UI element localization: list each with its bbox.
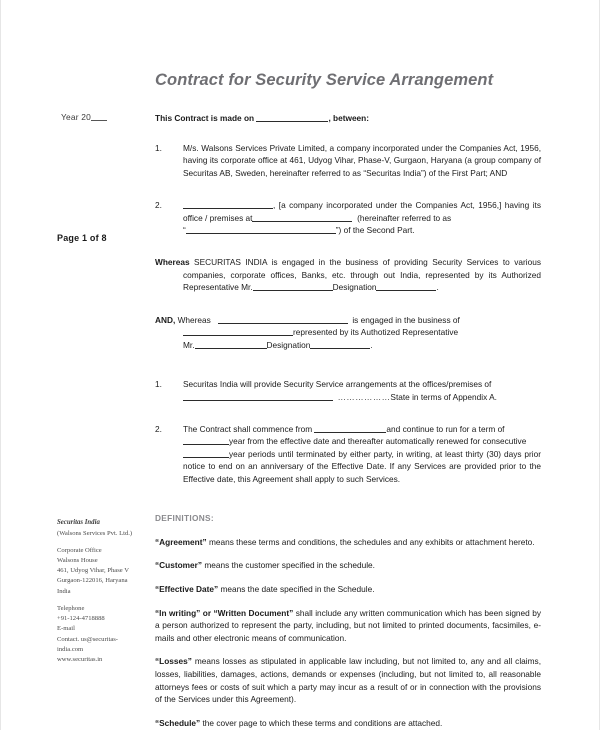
company-contact-lines — [57, 604, 161, 665]
party-name-blank — [218, 316, 348, 324]
contact-email-line: Contact. us@securitas- — [57, 635, 119, 643]
party-alias-blank — [186, 226, 336, 234]
address-line: India — [57, 587, 71, 595]
company-name: Securitas India — [57, 519, 100, 526]
company-legal-name: (Walsons Services Pvt. Ltd.) — [57, 529, 133, 537]
intro-text-before: This Contract is made on — [155, 113, 255, 123]
definition-text: shall include any written communication which has been signed by a person authorized to represent the party, including, but not limited to printed documents, facsimiles, e-mails and other electronic means of communication. — [155, 607, 541, 643]
definitions-heading: DEFINITIONS: — [155, 513, 214, 524]
clause-text-seg1: The Contract shall commence from — [183, 423, 313, 434]
year-label-text: Year 20 — [61, 112, 91, 122]
commencement-date-blank — [314, 425, 386, 433]
designation-label: Designation — [332, 282, 377, 293]
company-address-block — [57, 518, 161, 665]
spacer — [155, 413, 541, 423]
party-text-seg1: , [a company incorporated under the Companies Act, 1956,] having its office / premises at — [183, 199, 541, 223]
definition-term: “Losses” — [155, 656, 192, 667]
address-line: Walsons House — [57, 556, 98, 564]
party-number: 2. — [155, 199, 162, 210]
clause-text-end: State in terms of Appendix A. — [390, 391, 497, 402]
spacer — [155, 304, 541, 314]
clause-number: 1. — [155, 378, 162, 389]
definition-term: “In writing” or “Written Document” — [155, 607, 294, 618]
spacer — [155, 495, 541, 512]
definition-text: means the date specified in the Schedule. — [218, 584, 375, 595]
party-text-seg3: “ — [183, 225, 186, 236]
intro-text-after: , between: — [328, 113, 370, 123]
definition-effective-date — [155, 583, 541, 596]
designation-blank — [310, 339, 373, 350]
spacer — [155, 189, 541, 199]
designation-blank — [376, 283, 436, 291]
clause-number: 2. — [155, 423, 162, 434]
whereas-text: SECURITAS INDIA is engaged in the business of providing Security Services to various companies, corporate offices, Banks, etc. through out India, represented by its Authorized Representative Mr. — [183, 257, 541, 293]
definition-term: “Schedule” — [155, 717, 201, 728]
definition-text: means these terms and conditions, the schedules and any exhibits or attachment hereto. — [206, 536, 535, 547]
clause-text-seg2: and continue to run for a term of — [386, 423, 505, 434]
party-item-1 — [155, 142, 541, 180]
definition-schedule — [155, 717, 541, 730]
address-line: Corporate Office — [57, 546, 102, 554]
year-blank-line — [91, 120, 107, 121]
clause-item-1 — [155, 378, 541, 403]
definition-customer — [155, 559, 541, 572]
whereas2-seg5: . — [370, 339, 373, 350]
whereas-paragraph-1: Whereas SECURITAS INDIA is engaged in the business of providing Security Services to various companies, corporate offices, Banks, etc. through out India, represented by its Authorized Representative Mr. Designation . — [155, 257, 541, 293]
definition-agreement — [155, 536, 541, 549]
spacer — [155, 361, 541, 378]
party-text: M/s. Walsons Services Private Limited, a company incorporated under the Companies Act, 1956, having its corporate office at 461, Udyog Vihar, Phase-V, Gurgaon, Haryana (a group company of Securitas AB, Sweden, hereinafter referred to as “Securitas India”) of the First Part; AND — [183, 142, 541, 178]
whereas-lead: Whereas — [155, 257, 190, 268]
contact-line: Telephone — [57, 604, 85, 612]
party-text-seg2: (hereinafter referred to as — [357, 212, 452, 223]
whereas2-seg3: Mr. — [183, 339, 195, 350]
term-years-blank — [183, 437, 229, 445]
definition-text: means the customer specified in the schedule. — [202, 560, 375, 571]
contact-line: E-mail — [57, 625, 75, 633]
spacer — [155, 246, 541, 256]
renewal-years-blank — [183, 450, 229, 458]
definition-text: the cover page to which these terms and conditions are attached. — [200, 717, 443, 728]
party-office-blank — [252, 214, 352, 222]
spacer — [155, 132, 541, 142]
and-lead: AND, — [155, 314, 176, 325]
page-title: Contract for Security Service Arrangement — [155, 71, 494, 90]
year-label — [61, 112, 107, 122]
page-number-label: Page 1 of 8 — [57, 233, 107, 243]
contact-website-line: www.securitas.in — [57, 655, 103, 663]
party-represented-blank — [183, 328, 293, 336]
party-text-seg4: ”) of the Second Part. — [335, 225, 415, 236]
document-content — [155, 112, 541, 741]
whereas2-seg4: Designation — [266, 339, 311, 350]
clause-text-seg4: year periods until terminated by either party, in writing, at least thirty (30) days prior notice to end on an anniversary of the Effective Date. If any Services are provided prior to the Effective date, this Agreement shall apply to such Services. — [183, 448, 541, 485]
definition-term: “Agreement” — [155, 536, 207, 547]
representative-name-blank — [253, 283, 333, 291]
premises-blank — [183, 393, 333, 401]
party-number: 1. — [155, 142, 162, 153]
definition-in-writing — [155, 607, 541, 645]
definition-term: “Customer” — [155, 560, 203, 571]
contact-email-line: india.com — [57, 645, 84, 653]
whereas2-seg2: represented by its Authotized Representative — [293, 327, 459, 338]
address-line: Gurgaon-122016, Haryana — [57, 577, 128, 585]
contract-intro-line — [155, 112, 541, 125]
company-address-lines — [57, 546, 161, 597]
address-line: 461, Udyog Vihar, Phase V — [57, 567, 129, 575]
whereas-word: Whereas — [177, 314, 211, 325]
contact-line: +91-124-4718888 — [57, 615, 105, 623]
definition-losses — [155, 655, 541, 705]
whereas2-seg1: is engaged in the business of — [352, 314, 460, 325]
clause-item-2 — [155, 423, 541, 486]
representative-name-blank — [195, 341, 267, 349]
definition-text: means losses as stipulated in applicable law including, but not limited to, any and all claims, losses, liabilities, damages, actions, demands or expenses (including, but not limited to, all reasonable attorneys fees or costs of suit which a party may incur as a result of or in connection with the provisions of the Services under this Agreement). — [155, 656, 541, 705]
whereas-paragraph-2 — [155, 314, 541, 352]
party-name-blank — [183, 201, 273, 209]
clause-text-seg3: year from the effective date and thereafter automatically renewed for consecutive — [229, 436, 527, 447]
party-item-2 — [155, 199, 541, 237]
clause-dot-leader: ……………… — [337, 391, 391, 402]
clause-text: Securitas India will provide Security Service arrangements at the offices/premises of — [183, 378, 492, 389]
definition-term: “Effective Date” — [155, 584, 219, 595]
intro-date-blank — [256, 114, 328, 122]
